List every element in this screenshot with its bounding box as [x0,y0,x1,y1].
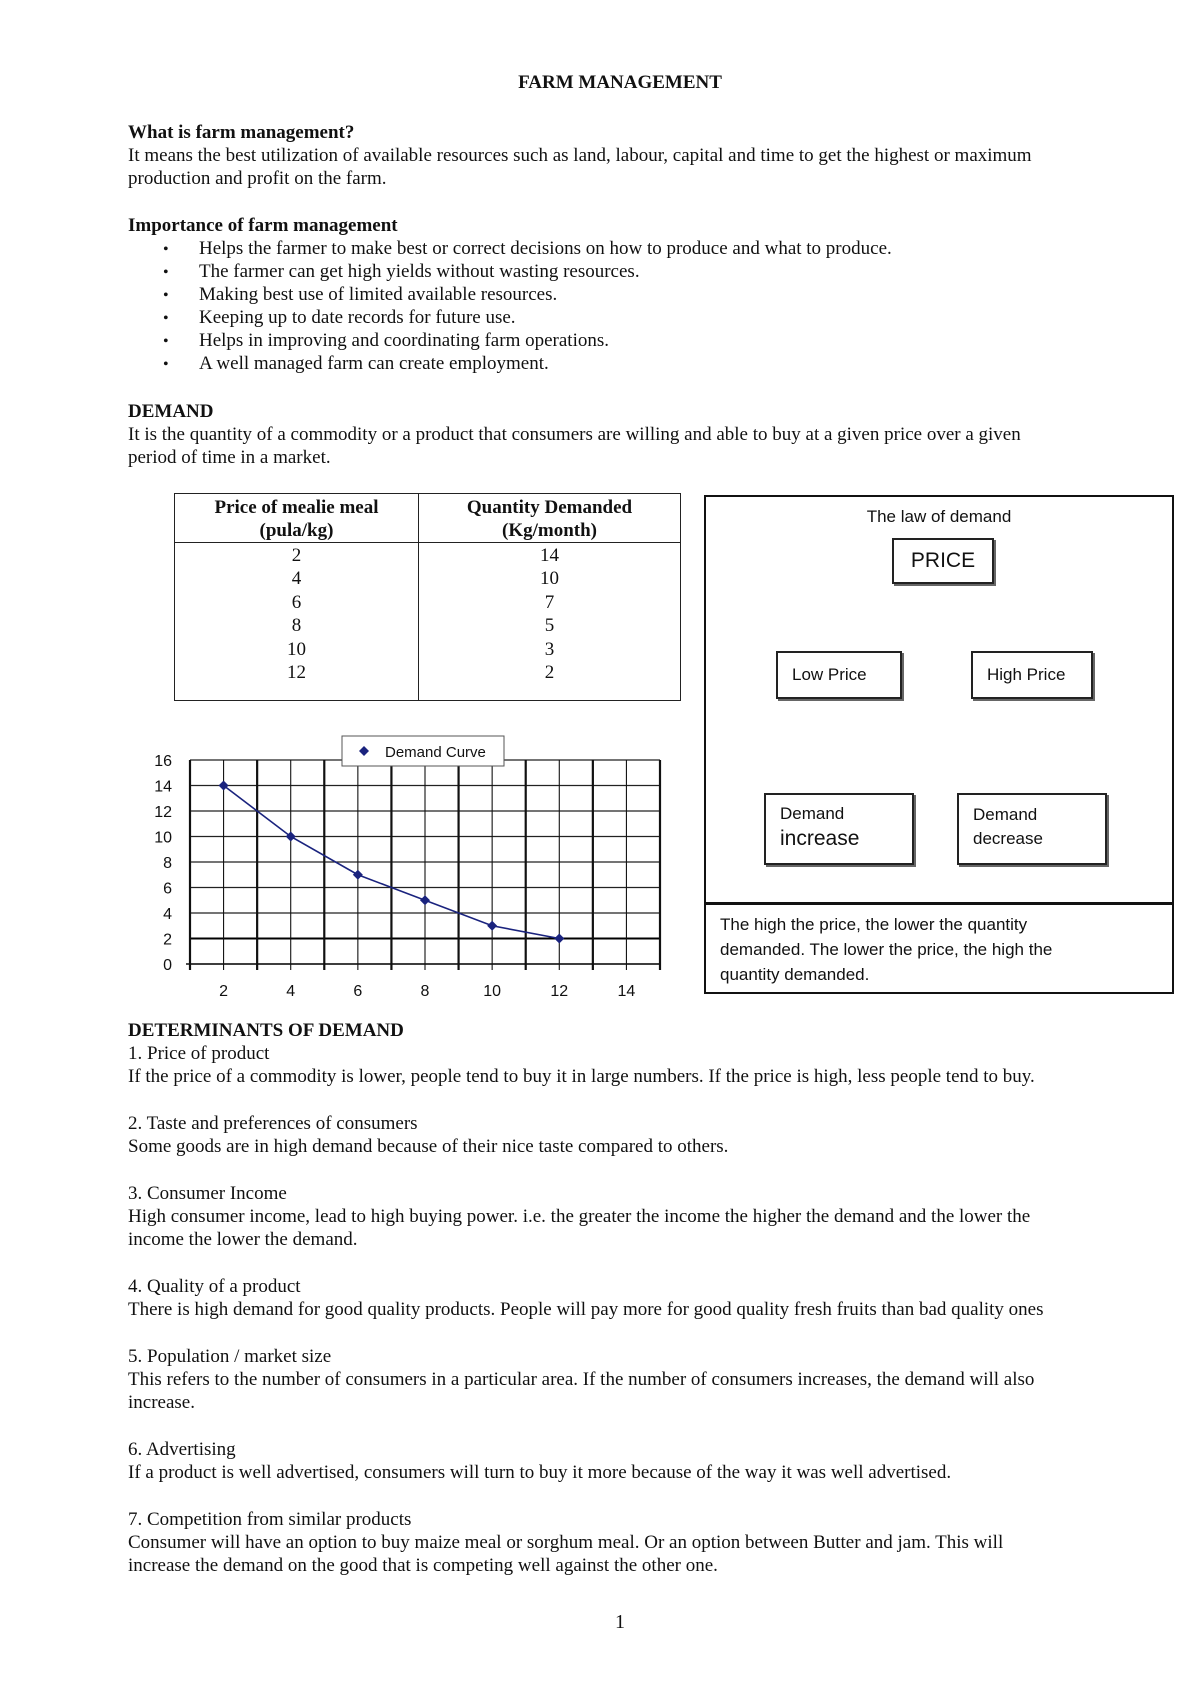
demand-increase-label: increase [780,827,860,850]
page-title: FARM MANAGEMENT [518,72,722,93]
x-tick-label: 14 [617,983,636,1000]
table-cell: 2 [291,545,302,566]
high-price-box: High Price [971,651,1093,699]
list-item-text: The farmer can get high yields without wasting resources. [199,261,640,282]
definition-heading: What is farm management? [128,122,355,143]
list-item [163,283,557,307]
demand-increase-label: Demand [780,804,845,823]
importance-heading: Importance of farm management [128,215,398,236]
y-tick-label: 2 [163,931,172,949]
law-of-demand-title: The law of demand [866,507,1012,526]
data-point [487,921,497,931]
y-tick-label: 0 [163,957,172,974]
determinant-title: 4. Quality of a product [128,1276,301,1297]
determinant-title: 5. Population / market size [128,1346,332,1367]
table-cell: 12 [287,662,306,684]
demand-decrease-label: Demand [973,805,1038,824]
determinant-title: 3. Consumer Income [128,1183,287,1204]
definition-line: production and profit on the farm. [128,168,387,189]
determinant-text: increase the demand on the good that is competing well against the other one. [128,1555,718,1576]
bullet-icon: • [163,241,169,258]
determinant-text: This refers to the number of consumers in a particular area. If the number of consumers increases, the demand will also [128,1369,1035,1390]
definition-line: It means the best utilization of available resources such as land, labour, capital and time to get the highest or maximum [128,145,1032,166]
table-header-quantity [419,496,680,542]
list-item-text: Making best use of limited available resources. [199,284,558,305]
list-item-text: Helps the farmer to make best or correct decisions on how to produce and what to produce. [199,238,892,259]
determinant-text: If a product is well advertised, consumers will turn to buy it more because of the way it was well advertised. [128,1462,952,1483]
x-tick-label: 8 [420,983,430,1000]
x-tick-label: 6 [353,983,363,1000]
list-item [163,237,892,261]
determinant-text: If the price of a commodity is lower, people tend to buy it in large numbers. If the price is high, less people tend to buy. [128,1066,1035,1087]
bullet-icon: • [163,310,169,327]
table-header-price [175,496,418,542]
table-column-price [175,544,418,684]
y-tick-label: 8 [163,855,172,872]
y-tick-label: 4 [163,906,172,923]
low-price-box: Low Price [776,651,902,699]
bullet-icon: • [163,356,169,373]
table-header-text: (pula/kg) [259,520,334,541]
x-tick-label: 4 [286,983,296,1000]
table-cell: 2 [544,662,555,684]
list-item-text: Keeping up to date records for future use. [199,307,516,328]
data-point [353,870,363,880]
table-cell: 14 [540,545,559,566]
determinants-heading: DETERMINANTS OF DEMAND [128,1020,404,1041]
list-item [163,352,549,376]
caption-line: demanded. The lower the price, the high the [720,940,1053,959]
table-header-text: Quantity Demanded [466,497,633,518]
price-box: PRICE [892,538,994,584]
determinant-text: income the lower the demand. [128,1229,358,1250]
table-cell: 6 [291,591,302,613]
determinant-title: 2. Taste and preferences of consumers [128,1113,418,1134]
table-cell: 7 [544,591,555,613]
determinant-text: Some goods are in high demand because of their nice taste compared to others. [128,1136,729,1157]
law-of-demand-caption [704,902,1174,994]
table-cell: 5 [544,615,555,637]
x-tick-label: 10 [483,983,502,1000]
demand-decrease-label: decrease [973,829,1043,848]
data-point [420,895,430,905]
y-tick-label: 16 [154,753,172,770]
table-cell: 8 [291,615,302,637]
y-tick-label: 6 [163,880,172,898]
demand-curve-chart [140,730,670,1010]
y-tick-label: 14 [154,778,172,796]
table-header-text: Price of mealie meal [214,497,379,518]
demand-increase-box [764,793,914,865]
table-header-text: (Kg/month) [502,520,597,541]
y-tick-label: 10 [154,829,172,847]
demand-heading: DEMAND [128,401,214,422]
determinant-text: increase. [128,1392,195,1413]
table-cell: 3 [544,638,555,660]
determinant-text: Consumer will have an option to buy maize meal or sorghum meal. Or an option between Butter and jam. This will [128,1532,1004,1553]
legend-label: Demand Curve [385,744,486,761]
y-tick-label: 12 [154,804,172,821]
table-column-quantity [419,544,680,684]
determinant-text: There is high demand for good quality products. People will pay more for good quality fresh fruits than bad quality ones [128,1299,1044,1320]
list-item [163,329,609,353]
list-item [163,260,640,284]
determinant-title: 1. Price of product [128,1043,270,1064]
determinant-title: 6. Advertising [128,1439,236,1460]
determinant-title: 7. Competition from similar products [128,1509,412,1530]
law-of-demand-box [704,495,1174,905]
table-cell: 10 [540,568,559,590]
table-cell: 10 [287,638,306,660]
bullet-icon: • [163,264,169,281]
caption-line: The high the price, the lower the quantity [720,915,1028,934]
bullet-icon: • [163,287,169,304]
data-point [554,934,564,944]
price-quantity-table [174,493,681,701]
table-cell: 4 [291,568,302,590]
caption-line: quantity demanded. [720,965,870,984]
determinant-text: High consumer income, lead to high buying power. i.e. the greater the income the higher the demand and the lower the [128,1206,1031,1227]
x-tick-label: 12 [550,983,569,1000]
list-item [163,306,516,330]
bullet-icon: • [163,333,169,350]
page-number: 1 [615,1611,625,1633]
list-item-text: Helps in improving and coordinating farm operations. [199,330,609,351]
x-tick-label: 2 [219,983,229,1000]
list-item-text: A well managed farm can create employment. [199,353,549,374]
table-divider [175,542,680,543]
demand-line: period of time in a market. [128,447,331,468]
demand-decrease-box [957,793,1107,865]
demand-line: It is the quantity of a commodity or a product that consumers are willing and able to buy at a given price over a given [128,424,1021,445]
